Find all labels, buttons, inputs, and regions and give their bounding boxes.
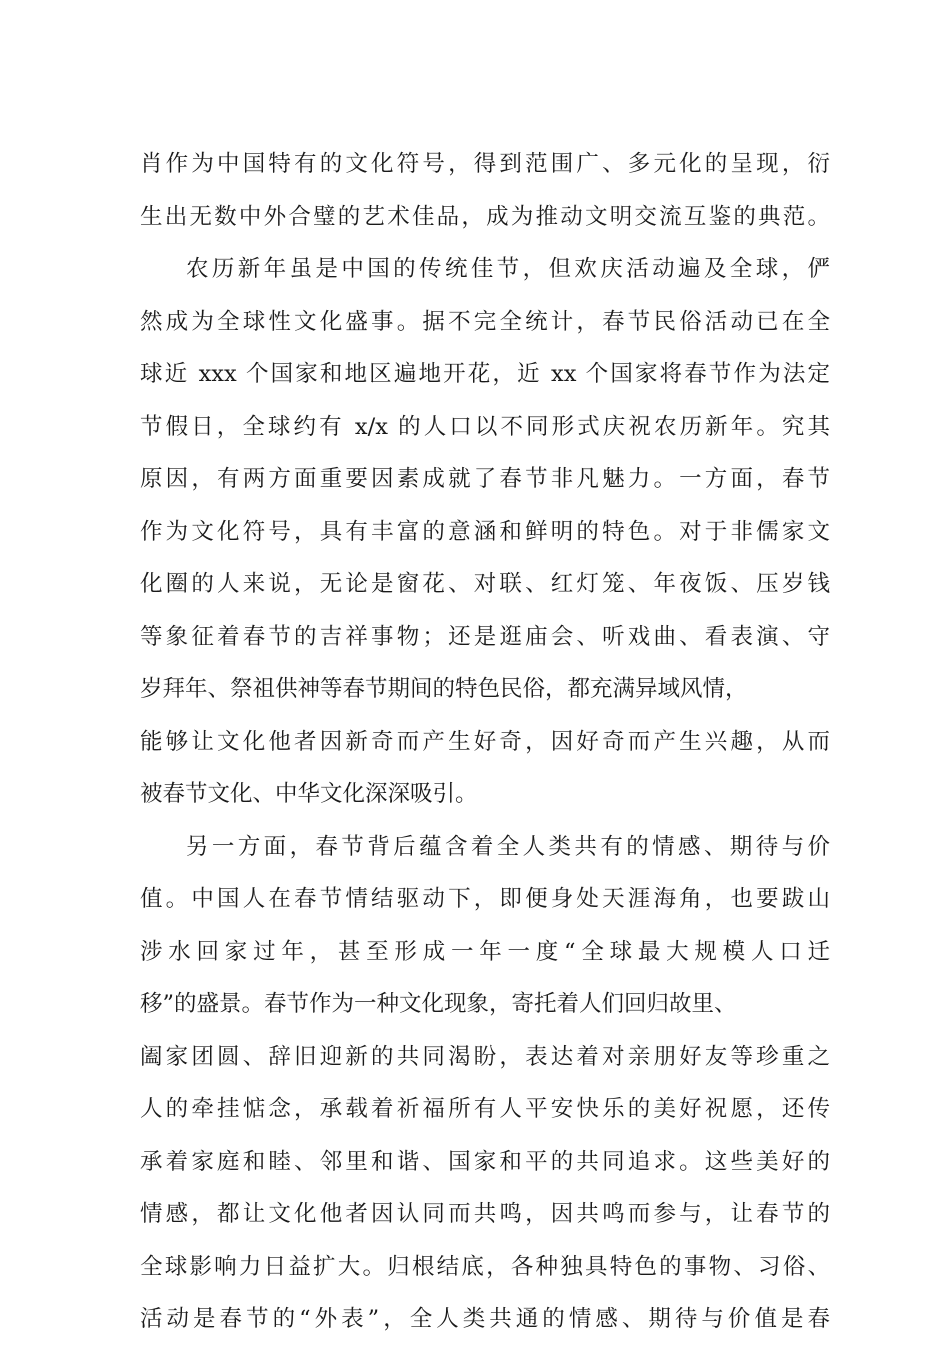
text-line: 等象征着春节的吉祥事物；还是逛庙会、听戏曲、看表演、守 bbox=[140, 623, 830, 650]
text-line: 值。中国人在春节情结驱动下，即便身处天涯海角，也要跋山 bbox=[140, 886, 830, 912]
text-line: 化圈的人来说，无论是窗花、对联、红灯笼、年夜饭、压岁钱 bbox=[140, 571, 830, 597]
text-line: 另一方面，春节背后蕴含着全人类共有的情感、期待与价 bbox=[186, 833, 830, 860]
text-line: 被春节文化、中华文化深深吸引。 bbox=[140, 781, 478, 807]
text-line: 涉水回家过年，甚至形成一年一度“全球最大规模人口迁 bbox=[140, 938, 830, 965]
text-line: 阖家团圆、辞旧迎新的共同渴盼，表达着对亲朋好友等珍重之 bbox=[140, 1043, 830, 1070]
text-line: 人的牵挂惦念，承载着祈福所有人平安快乐的美好祝愿，还传 bbox=[140, 1096, 830, 1122]
document-body-text bbox=[140, 138, 830, 1346]
text-line: 承着家庭和睦、邻里和谐、国家和平的共同追求。这些美好的 bbox=[140, 1148, 830, 1175]
text-line: 农历新年虽是中国的传统佳节，但欢庆活动遍及全球，俨 bbox=[186, 256, 830, 282]
text-line: 能够让文化他者因新奇而产生好奇，因好奇而产生兴趣，从而 bbox=[140, 728, 830, 755]
text-line: 作为文化符号，具有丰富的意涵和鲜明的特色。对于非儒家文 bbox=[140, 518, 830, 545]
text-line: 然成为全球性文化盛事。据不完全统计，春节民俗活动已在全 bbox=[140, 308, 830, 335]
text-line: 全球影响力日益扩大。归根结底，各种独具特色的事物、习俗、 bbox=[140, 1253, 830, 1280]
text-line: 情感，都让文化他者因认同而共鸣，因共鸣而参与，让春节的 bbox=[140, 1201, 830, 1227]
text-line: 移”的盛景。春节作为一种文化现象，寄托着人们回归故里、 bbox=[140, 991, 737, 1017]
text-line: 肖作为中国特有的文化符号，得到范围广、多元化的呈现，衍 bbox=[140, 151, 830, 177]
text-line: 球近 xxx 个国家和地区遍地开花，近 xx 个国家将春节作为法定 bbox=[140, 361, 830, 387]
text-line: 生出无数中外合璧的艺术佳品，成为推动文明交流互鉴的典范。 bbox=[140, 203, 830, 230]
text-line: 岁拜年、祭祖供神等春节期间的特色民俗，都充满异域风情， bbox=[140, 676, 748, 702]
text-line: 原因，有两方面重要因素成就了春节非凡魅力。一方面，春节 bbox=[140, 466, 830, 492]
text-line: 节假日，全球约有 x/x 的人口以不同形式庆祝农历新年。究其 bbox=[140, 413, 830, 440]
text-line: 活动是春节的“外表”，全人类共通的情感、期待与价值是春 bbox=[140, 1306, 830, 1332]
